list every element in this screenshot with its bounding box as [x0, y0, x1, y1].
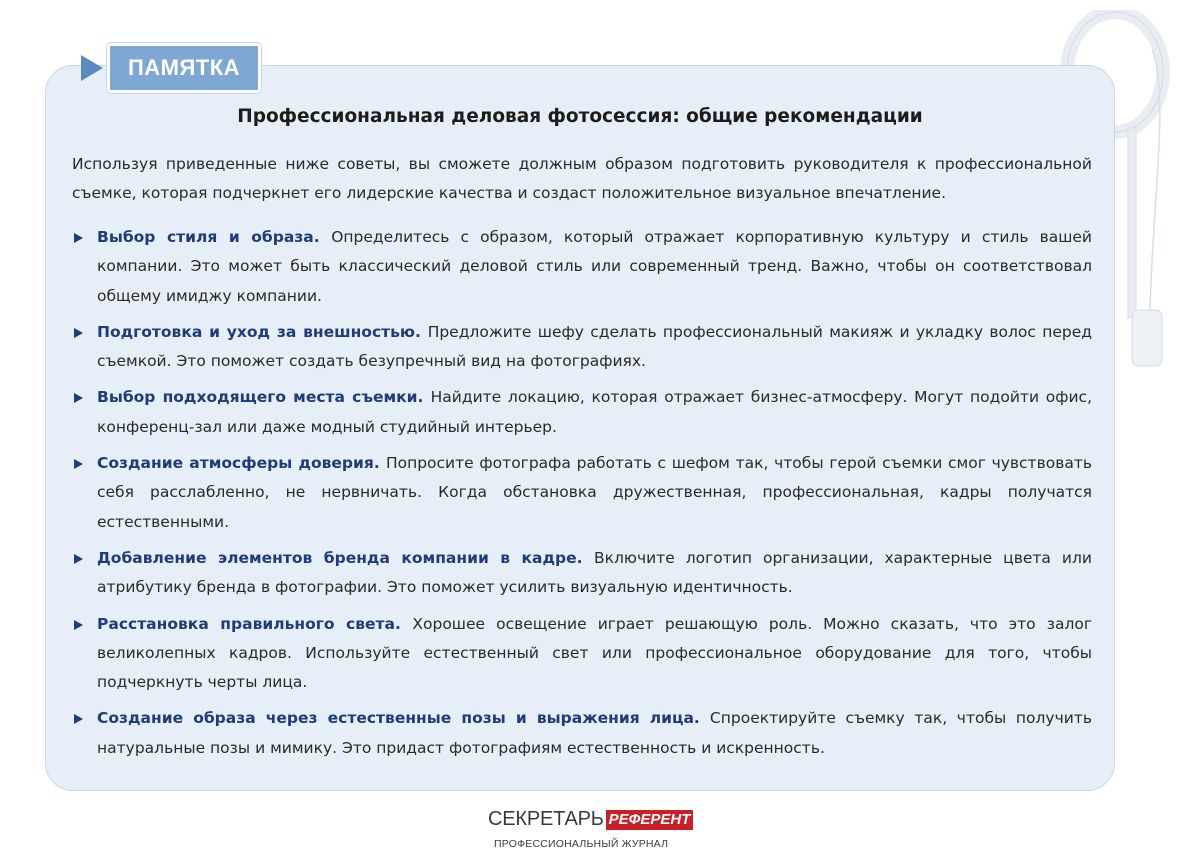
bullet-triangle-icon	[74, 714, 83, 724]
tip-heading: Расстановка правильного света.	[97, 614, 413, 633]
tip-text: Найдите локацию, которая отражает бизнес-атмосферу. Могут подойти офис, конференц-зал или даже модный студийный интерьер.	[97, 388, 1093, 436]
tip-item	[72, 704, 1092, 763]
tip-item	[72, 544, 1092, 603]
tip-text: Включите логотип организации, характерные цвета или атрибутику бренда в фотографии. Это поможет усилить визуальную идентичность.	[97, 548, 1092, 597]
logo-subtitle: ПРОФЕССИОНАЛЬНЫЙ ЖУРНАЛ	[494, 838, 669, 850]
tip-heading: Добавление элементов бренда компании в кадре.	[97, 548, 594, 567]
tip-text: Попросите фотографа работать с шефом так, чтобы герой съемки смог чувствовать себя расслабленно, не нервничать. Когда обстановка дружественная, профессиональная, кадры получатся естественными.	[97, 454, 1093, 531]
tip-item	[72, 318, 1092, 377]
bullet-triangle-icon	[74, 554, 83, 564]
tip-item	[72, 223, 1092, 311]
logo-word-referent: РЕФЕРЕНТ	[606, 810, 694, 830]
memo-tag: ПАМЯТКА	[107, 43, 261, 93]
memo-intro: Используя приведенные ниже советы, вы сможете должным образом подготовить руководителя к профессиональной съемке, которая подчеркнет его лидерские качества и создаст положительное визуальное впечатление.	[72, 155, 1092, 202]
tip-item	[72, 610, 1092, 698]
tip-text: Спроектируйте съемку так, чтобы получить натуральные позы и мимику. Это придаст фотографиям естественность и искренность.	[97, 709, 1092, 757]
tip-heading: Выбор стиля и образа.	[97, 228, 332, 246]
bullet-triangle-icon	[74, 328, 83, 338]
tip-text: Определитесь с образом, который отражает корпоративную культуру и стиль вашей компании. Это может быть классический деловой стиль или современный тренд. Важно, чтобы он соответствовал общему имиджу компании.	[97, 228, 1093, 305]
bullet-triangle-icon	[74, 393, 83, 403]
tag-arrow-icon	[81, 55, 103, 81]
tip-heading: Создание атмосферы доверия.	[97, 454, 386, 473]
tip-heading: Создание образа через естественные позы и выражения лица.	[97, 709, 710, 728]
tip-heading: Выбор подходящего места съемки.	[97, 388, 431, 407]
memo-title: Профессиональная деловая фотосессия: общие рекомендации	[237, 106, 923, 127]
bullet-triangle-icon	[74, 620, 83, 630]
logo-word-secretary: СЕКРЕТАРЬ	[488, 808, 604, 830]
tip-item	[72, 449, 1092, 537]
logo-wordmark	[488, 808, 693, 830]
tip-item	[72, 383, 1092, 442]
tips-list	[72, 223, 1092, 770]
tip-text: Предложите шефу сделать профессиональный макияж и укладку волос перед съемкой. Это поможет создать безупречный вид на фотографиях.	[97, 322, 1092, 371]
magazine-logo	[488, 808, 691, 858]
tip-text: Хорошее освещение играет решающую роль. Можно сказать, что это залог великолепных кадров. Используйте естественный свет или профессиональное оборудование для того, чтобы подчеркнуть черты лица.	[97, 614, 1092, 692]
bullet-triangle-icon	[74, 459, 83, 469]
bullet-triangle-icon	[74, 233, 83, 243]
tip-heading: Подготовка и уход за внешностью.	[97, 322, 428, 341]
